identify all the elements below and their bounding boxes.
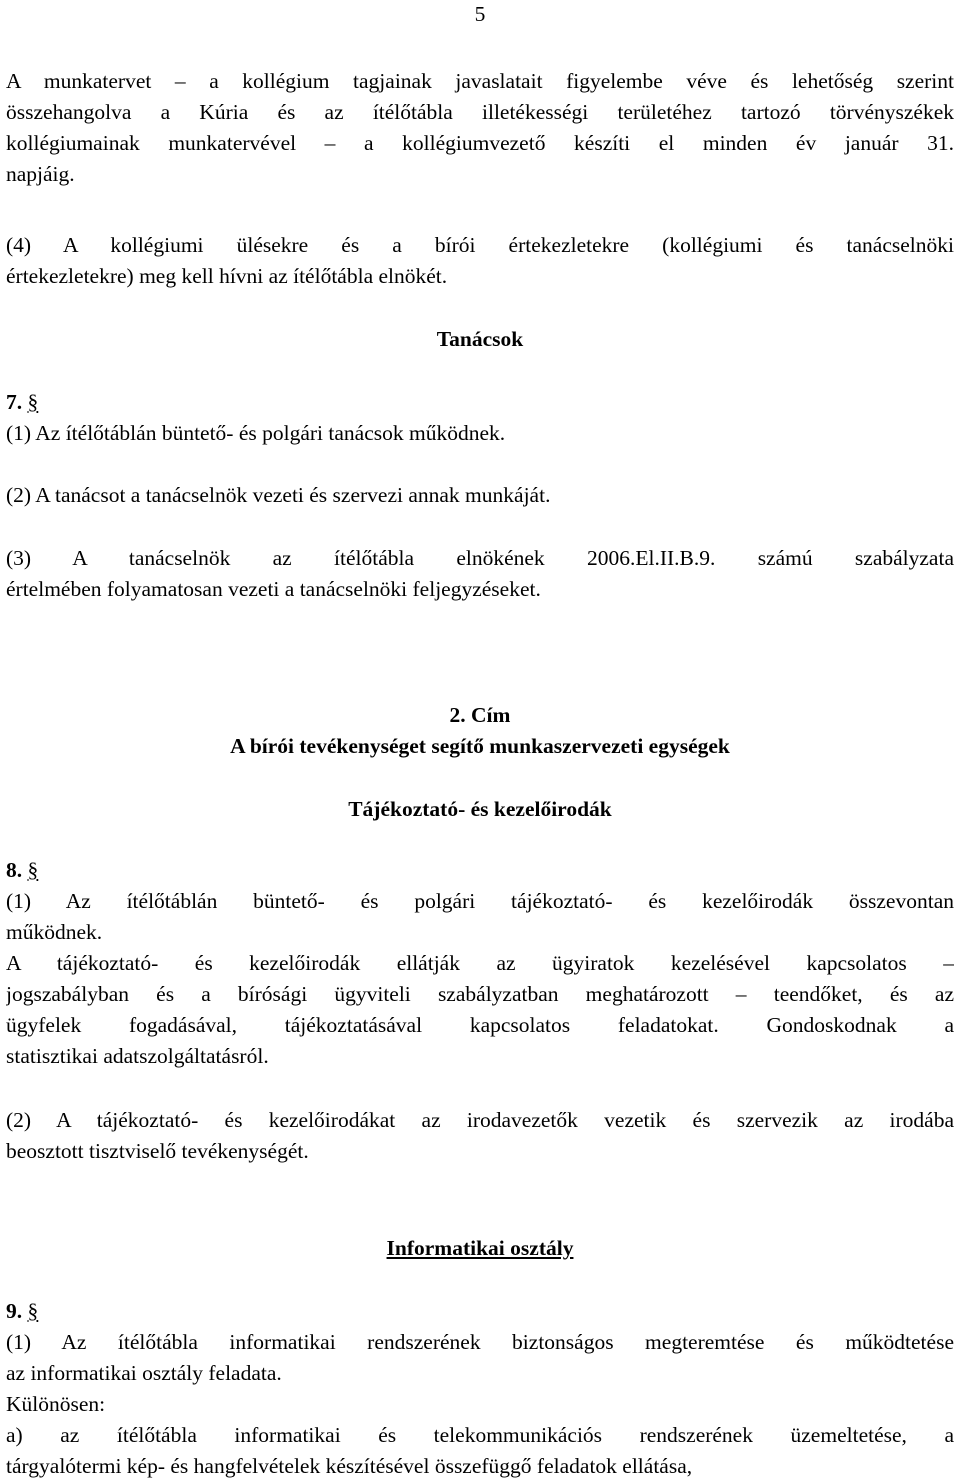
text-line: (4) A kollégiumi ülésekre és a bírói értekezletekre (kollégiumi és tanácselnöki: [6, 233, 954, 257]
text-line: A tájékoztató- és kezelőirodák ellátják az ügyiratok kezelésével kapcsolatos –: [6, 951, 954, 975]
text-line: Különösen:: [6, 1392, 106, 1416]
section-sign: §: [27, 858, 39, 882]
text-line: (1) Az ítélőtáblán büntető- és polgári tájékoztató- és kezelőirodák összevontan: [6, 889, 954, 913]
text-line: (1) Az ítélőtábla informatikai rendszerének biztonságos megteremtése és működtetése: [6, 1330, 954, 1354]
text-line: napjáig.: [6, 162, 75, 186]
text-line: jogszabályban és a bírósági ügyviteli szabályzatban meghatározott – teendőket, és az: [6, 982, 954, 1006]
section-number: 9.: [6, 1299, 23, 1323]
section-7-p1: (1) Az ítélőtáblán büntető- és polgári tanácsok működnek.: [6, 421, 506, 445]
section-number: 7.: [6, 390, 23, 414]
text-line: ügyfelek fogadásával, tájékoztatásával kapcsolatos feladatokat. Gondoskodnak a: [6, 1013, 954, 1037]
text-line: (2) A tájékoztató- és kezelőirodákat az irodavezetők vezetik és szervezik az irodába: [6, 1108, 954, 1132]
page-number: 5: [474, 2, 486, 26]
text-line: kollégiumainak munkatervével – a kollégiumvezető készíti el minden év január 31.: [6, 131, 954, 155]
text-line: értelmében folyamatosan vezeti a tanácselnöki feljegyzéseket.: [6, 577, 541, 601]
text-line: statisztikai adatszolgáltatásról.: [6, 1044, 269, 1068]
text-line: összehangolva a Kúria és az ítélőtábla illetékességi területéhez tartozó törvényszékek: [6, 100, 954, 124]
text-line: értekezletekre) meg kell hívni az ítélőtábla elnökét.: [6, 264, 448, 288]
text-line: az informatikai osztály feladata.: [6, 1361, 282, 1385]
heading-iroda: Tájékoztató- és kezelőirodák: [348, 797, 612, 821]
chapter-title: A bírói tevékenységet segítő munkaszervezeti egységek: [230, 734, 730, 758]
section-sign: §: [27, 1299, 39, 1323]
section-7-heading: [6, 387, 954, 418]
section-sign: §: [27, 390, 39, 414]
text-line: A munkatervet – a kollégium tagjainak javaslatait figyelembe véve és lehetőség szerint: [6, 69, 954, 93]
section-8-heading: [6, 855, 954, 886]
text-line: beosztott tisztviselő tevékenységét.: [6, 1139, 309, 1163]
section-9-heading: [6, 1296, 954, 1327]
section-number: 8.: [6, 858, 23, 882]
chapter-number: 2. Cím: [449, 703, 511, 727]
heading-tanacsok: Tanácsok: [436, 327, 524, 351]
section-7-p2: (2) A tanácsot a tanácselnök vezeti és szervezi annak munkáját.: [6, 483, 551, 507]
text-line: (3) A tanácselnök az ítélőtábla elnökének 2006.El.II.B.9. számú szabályzata: [6, 546, 954, 570]
heading-informatika: Informatikai osztály: [386, 1236, 574, 1260]
text-line: tárgyalótermi kép- és hangfelvételek készítésével összefüggő feladatok ellátása,: [6, 1454, 693, 1478]
text-line: a) az ítélőtábla informatikai és telekommunikációs rendszerének üzemeltetése, a: [6, 1423, 954, 1447]
text-line: működnek.: [6, 920, 103, 944]
